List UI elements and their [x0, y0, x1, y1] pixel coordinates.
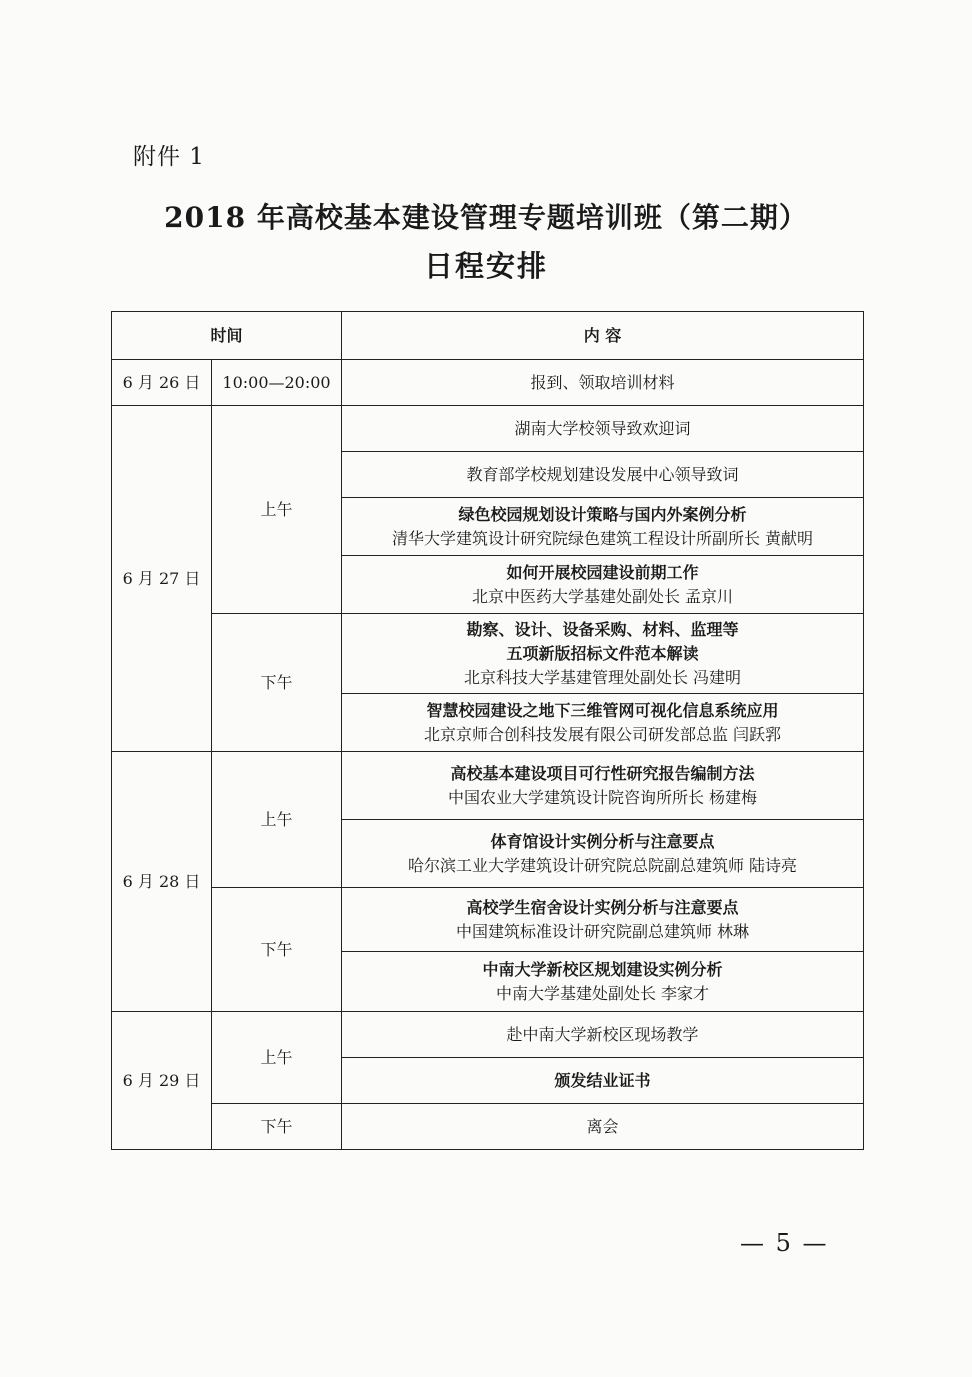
content-cell: [342, 952, 864, 1012]
content-cell: [342, 1012, 864, 1058]
date-cell: 6 月 29 日: [112, 1012, 212, 1150]
session-speaker: 中国农业大学建筑设计院咨询所所长 杨建梅: [447, 787, 758, 807]
content-cell: [342, 820, 864, 888]
content-cell: 报到、领取培训材料: [342, 360, 864, 406]
table-row: [112, 1012, 864, 1058]
session-topic: 高校学生宿舍设计实例分析与注意要点: [466, 897, 739, 917]
session-text: 教育部学校规划建设发展中心领导致词: [466, 464, 739, 484]
header-time: 时间: [112, 312, 342, 360]
content-cell: [342, 556, 864, 614]
period-cell-pm: 下午: [212, 1104, 342, 1150]
content-cell: 离会: [342, 1104, 864, 1150]
session-speaker: 清华大学建筑设计研究院绿色建筑工程设计所副所长 黄献明: [391, 528, 814, 548]
content-cell: [342, 452, 864, 498]
content-cell: [342, 888, 864, 952]
header-content: 内 容: [342, 312, 864, 360]
session-speaker: 中南大学基建处副处长 李家才: [495, 983, 710, 1003]
period-cell-am: 上午: [212, 752, 342, 888]
period-cell-am: 上午: [212, 406, 342, 614]
document-title: 2018 年高校基本建设管理专题培训班（第二期）: [164, 201, 808, 234]
content-cell: [342, 752, 864, 820]
session-speaker: 中国建筑标准设计研究院副总建筑师 林琳: [455, 921, 750, 941]
time-cell: 10:00—20:00: [212, 360, 342, 406]
session-topic: 绿色校园规划设计策略与国内外案例分析: [458, 504, 747, 524]
content-cell: [342, 498, 864, 556]
session-speaker: 北京科技大学基建管理处副处长 冯建明: [463, 667, 742, 687]
session-speaker: 哈尔滨工业大学建筑设计研究院总院副总建筑师 陆诗亮: [407, 855, 798, 875]
content-cell: [342, 694, 864, 752]
table-row: [112, 614, 864, 694]
table-row: [112, 406, 864, 452]
date-cell: 6 月 26 日: [112, 360, 212, 406]
table-row: [112, 1104, 864, 1150]
session-text: 湖南大学校领导致欢迎词: [514, 418, 691, 438]
session-speaker: 北京中医药大学基建处副处长 孟京川: [471, 586, 734, 606]
session-topic: 体育馆设计实例分析与注意要点: [490, 831, 715, 851]
content-cell: [342, 406, 864, 452]
session-topic: 高校基本建设项目可行性研究报告编制方法: [450, 763, 755, 783]
table-header-row: [112, 312, 864, 360]
date-cell: 6 月 27 日: [112, 406, 212, 752]
table-row: [112, 888, 864, 952]
period-cell-pm: 下午: [212, 888, 342, 1012]
session-topic: 五项新版招标文件范本解读: [506, 643, 699, 663]
session-topic: 颁发结业证书: [554, 1070, 651, 1090]
period-cell-am: 上午: [212, 1012, 342, 1104]
period-cell-pm: 下午: [212, 614, 342, 752]
session-topic: 中南大学新校区规划建设实例分析: [482, 959, 723, 979]
content-cell: [342, 1058, 864, 1104]
session-text: 赴中南大学新校区现场教学: [506, 1024, 699, 1044]
table-row: [112, 360, 864, 406]
document-subtitle: 日程安排: [423, 249, 548, 283]
session-topic: 智慧校园建设之地下三维管网可视化信息系统应用: [426, 700, 779, 720]
schedule-table: [111, 311, 864, 1150]
table-row: [112, 752, 864, 820]
session-topic: 勘察、设计、设备采购、材料、监理等: [466, 619, 739, 639]
session-topic: 如何开展校园建设前期工作: [506, 562, 699, 582]
date-cell: 6 月 28 日: [112, 752, 212, 1012]
page-number: — 5 —: [740, 1229, 829, 1257]
session-speaker: 北京京师合创科技发展有限公司研发部总监 闫跃郛: [423, 724, 782, 744]
content-cell: [342, 614, 864, 694]
attachment-label: 附件 1: [133, 144, 205, 170]
